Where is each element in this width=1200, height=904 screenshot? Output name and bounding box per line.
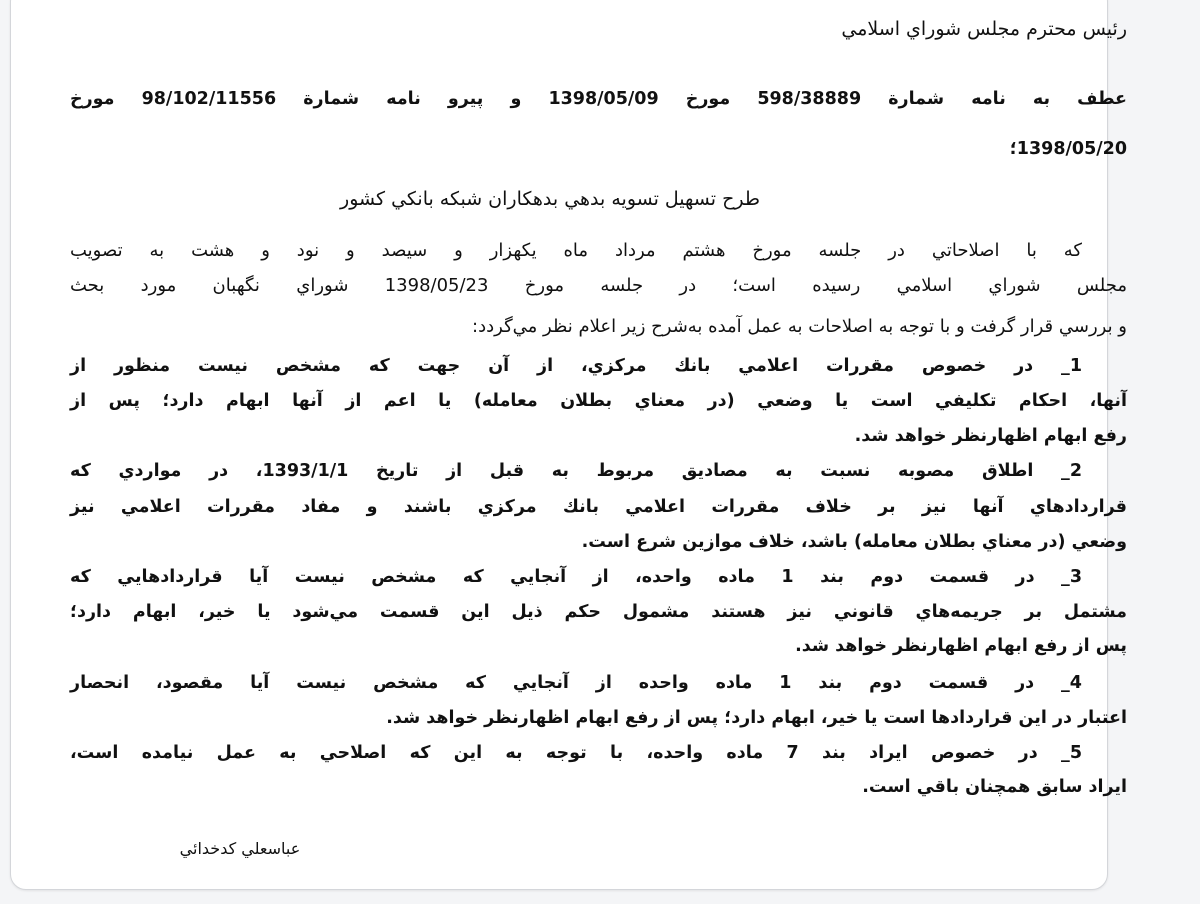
reference-line: عطف به نامه شمارة 598/38889 مورخ 1398/05/09 و پيرو نامه شمارة 98/102/11556 مورخ — [70, 89, 1127, 109]
item-3-line: پس از رفع ابهام اظهارنظر خواهد شد. — [795, 636, 1127, 656]
item-4-line: اعتبار در اين قراردادها است يا خير، ابهام دارد؛ پس از رفع ابهام اظهارنظر خواهد شد. — [386, 708, 1127, 728]
item-3-line: 3_ در قسمت دوم بند 1 ماده واحده، از آنجايي كه مشخص نيست آيا قراردادهايي كه — [70, 567, 1082, 587]
item-1-line: رفع ابهام اظهارنظر خواهد شد. — [854, 426, 1127, 446]
signature-name: عباسعلي كدخدائي — [179, 839, 301, 858]
item-3-line: مشتمل بر جريمه‌هاي قانوني نيز هستند مشمول حكم ذيل اين قسمت مي‌شود يا خير، ابهام دارد؛ — [70, 602, 1127, 622]
item-5-line: ايراد سابق همچنان باقي است. — [862, 777, 1127, 797]
addressee: رئيس محترم مجلس شوراي اسلامي — [841, 18, 1127, 40]
intro-line: و بررسي قرار گرفت و با توجه به اصلاحات به عمل آمده به‌شرح زير اعلام نظر مي‌گردد: — [472, 316, 1127, 337]
intro-line: كه با اصلاحاتي در جلسه مورخ هشتم مرداد ماه يكهزار و سيصد و نود و هشت به تصويب — [70, 240, 1082, 261]
item-2-line: 2_ اطلاق مصوبه نسبت به مصاديق مربوط به قبل از تاريخ 1393/1/1، در مواردي كه — [70, 461, 1082, 481]
item-5-line: 5_ در خصوص ايراد بند 7 ماده واحده، با توجه به اين كه اصلاحي به عمل نيامده است، — [70, 743, 1082, 763]
item-1-line: آنها، احكام تكليفي است يا وضعي (در معناي بطلان معامله) يا اعم از آنها ابهام دارد؛ پس از — [70, 391, 1127, 411]
bill-title: طرح تسهيل تسويه بدهي بدهكاران شبكه بانكي كشور — [340, 188, 760, 210]
item-4-line: 4_ در قسمت دوم بند 1 ماده واحده از آنجايي كه مشخص نيست آيا مقصود، انحصار — [70, 673, 1082, 693]
item-1-line: 1_ در خصوص مقررات اعلامي بانك مركزي، از آن جهت كه مشخص نيست منظور از — [70, 356, 1082, 376]
intro-line: مجلس شوراي اسلامي رسيده است؛ در جلسه مورخ 1398/05/23 شوراي نگهبان مورد بحث — [70, 275, 1128, 296]
item-2-line: قراردادهاي آنها نيز بر خلاف مقررات اعلامي بانك مركزي باشند و مفاد مقررات اعلامي نيز — [70, 497, 1127, 517]
item-2-line: وضعي (در معناي بطلان معامله) باشد، خلاف موازين شرع است. — [581, 532, 1127, 552]
reference-line: 1398/05/20؛ — [1009, 139, 1127, 159]
